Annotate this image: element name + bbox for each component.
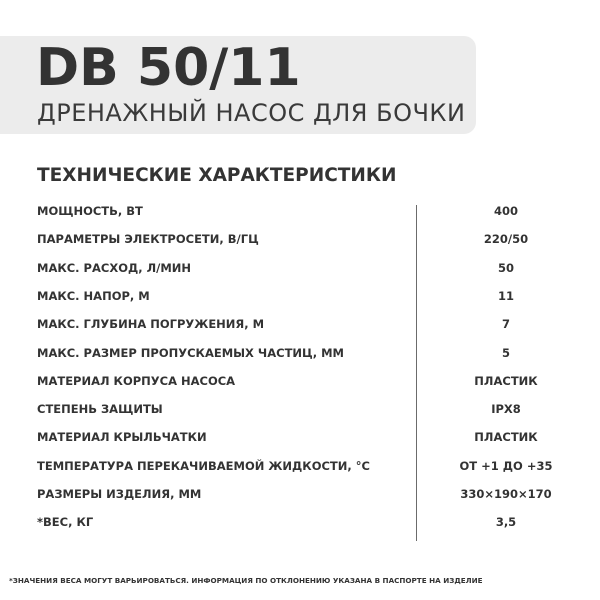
spec-value: ОТ +1 ДО +35 xyxy=(459,458,553,473)
spec-label: ПАРАМЕТРЫ ЭЛЕКТРОСЕТИ, В/ГЦ xyxy=(37,232,259,247)
spec-value: ПЛАСТИК xyxy=(474,430,538,445)
spec-row xyxy=(0,340,600,368)
spec-row xyxy=(0,283,600,311)
spec-label: МАТЕРИАЛ КОРПУСА НАСОСА xyxy=(37,373,236,388)
spec-value: 5 xyxy=(501,345,510,360)
spec-value: 50 xyxy=(497,260,514,275)
spec-row xyxy=(0,311,600,339)
spec-label: МАКС. РАСХОД, Л/МИН xyxy=(37,260,192,275)
spec-value: IPX8 xyxy=(491,402,521,417)
spec-value: 3,5 xyxy=(495,515,517,530)
spec-label: СТЕПЕНЬ ЗАЩИТЫ xyxy=(37,402,163,417)
spec-label: РАЗМЕРЫ ИЗДЕЛИЯ, ММ xyxy=(37,487,202,501)
spec-label: *ВЕС, КГ xyxy=(37,515,94,530)
spec-row xyxy=(0,226,600,254)
spec-row xyxy=(0,396,600,424)
spec-value: ПЛАСТИК xyxy=(474,373,538,388)
spec-label: ТЕМПЕРАТУРА ПЕРЕКАЧИВАЕМОЙ ЖИДКОСТИ, °С xyxy=(37,458,370,473)
model-title: DB 50/11 xyxy=(36,38,301,98)
spec-label: МАКС. ГЛУБИНА ПОГРУЖЕНИЯ, М xyxy=(37,317,265,332)
spec-label: МАКС. РАЗМЕР ПРОПУСКАЕМЫХ ЧАСТИЦ, ММ xyxy=(37,345,344,360)
spec-row xyxy=(0,453,600,481)
spec-row xyxy=(0,481,600,509)
spec-value: 400 xyxy=(493,204,518,218)
spec-row xyxy=(0,424,600,452)
spec-row xyxy=(0,255,600,283)
spec-value: 7 xyxy=(501,317,510,332)
spec-label: МАТЕРИАЛ КРЫЛЬЧАТКИ xyxy=(37,430,207,445)
footnote: *ЗНАЧЕНИЯ ВЕСА МОГУТ ВАРЬИРОВАТЬСЯ. ИНФОРМАЦИЯ ПО ОТКЛОНЕНИЮ УКАЗАНА В ПАСПОРТЕ НА ИЗДЕЛИЕ xyxy=(9,576,483,585)
spec-label: МАКС. НАПОР, М xyxy=(37,288,150,303)
spec-label: МОЩНОСТЬ, ВТ xyxy=(37,204,143,218)
specs-title: ТЕХНИЧЕСКИЕ ХАРАКТЕРИСТИКИ xyxy=(37,165,397,186)
spec-row xyxy=(0,198,600,226)
spec-row xyxy=(0,368,600,396)
spec-value: 11 xyxy=(497,288,514,303)
spec-row xyxy=(0,509,600,537)
spec-value: 220/50 xyxy=(483,232,529,247)
product-subtitle: ДРЕНАЖНЫЙ НАСОС ДЛЯ БОЧКИ xyxy=(37,99,466,127)
spec-value: 330×190×170 xyxy=(460,487,552,501)
